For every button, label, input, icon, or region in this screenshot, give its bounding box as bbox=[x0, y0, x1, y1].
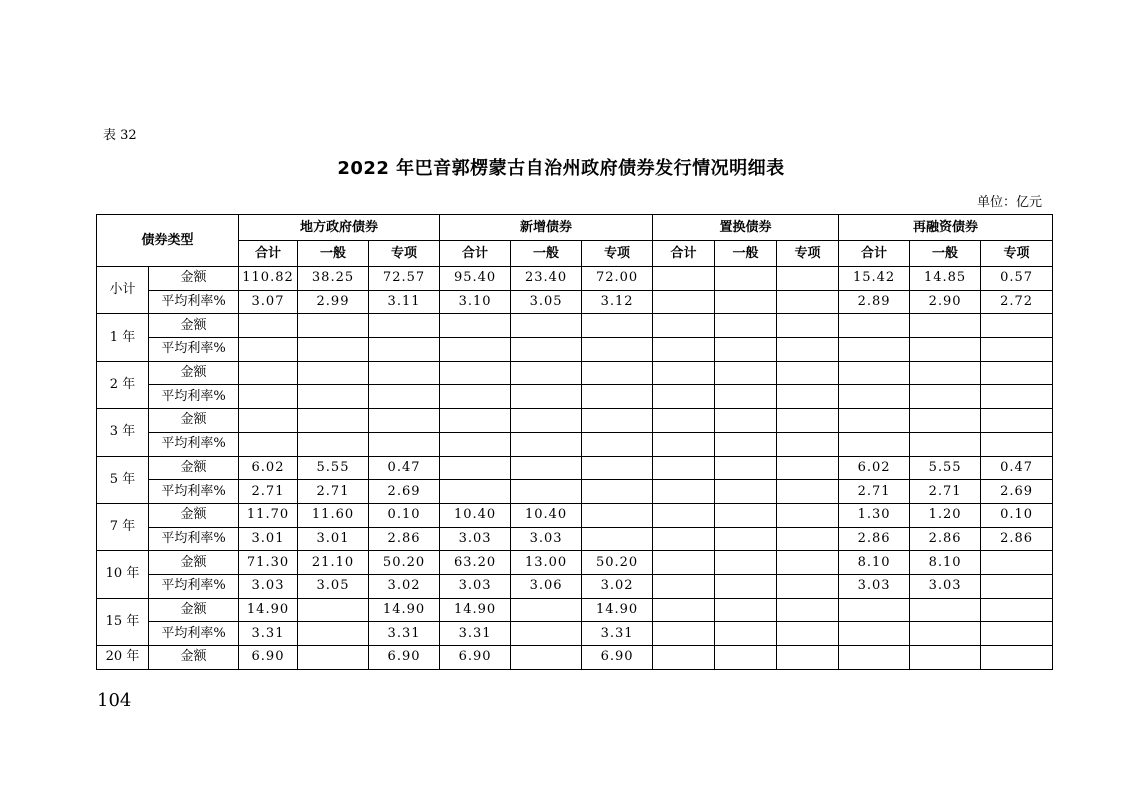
value-cell bbox=[981, 646, 1053, 670]
value-cell bbox=[910, 622, 981, 646]
value-cell: 15.42 bbox=[839, 267, 910, 291]
value-cell bbox=[839, 432, 910, 456]
value-cell bbox=[839, 361, 910, 385]
value-cell bbox=[298, 646, 369, 670]
value-cell bbox=[981, 338, 1053, 362]
value-cell: 3.02 bbox=[369, 574, 440, 598]
period-cell: 5 年 bbox=[97, 456, 149, 503]
value-cell bbox=[981, 598, 1053, 622]
value-cell: 3.11 bbox=[369, 290, 440, 314]
table-row bbox=[97, 574, 1053, 598]
group-header-new: 新增债券 bbox=[440, 215, 653, 241]
value-cell: 72.00 bbox=[582, 267, 653, 291]
value-cell bbox=[715, 527, 777, 551]
value-cell bbox=[239, 338, 298, 362]
value-cell bbox=[981, 622, 1053, 646]
value-cell bbox=[910, 338, 981, 362]
value-cell bbox=[777, 574, 839, 598]
table-row bbox=[97, 551, 1053, 575]
value-cell bbox=[910, 409, 981, 433]
value-cell: 38.25 bbox=[298, 267, 369, 291]
value-cell: 3.03 bbox=[910, 574, 981, 598]
value-cell bbox=[839, 646, 910, 670]
value-cell bbox=[298, 314, 369, 338]
subheader-special: 专项 bbox=[777, 241, 839, 267]
value-cell bbox=[511, 338, 582, 362]
metric-label: 金额 bbox=[149, 598, 239, 622]
value-cell bbox=[440, 361, 511, 385]
period-cell: 7 年 bbox=[97, 503, 149, 550]
subheader-total: 合计 bbox=[653, 241, 715, 267]
value-cell bbox=[653, 361, 715, 385]
table-row bbox=[97, 503, 1053, 527]
metric-label: 金额 bbox=[149, 409, 239, 433]
value-cell: 3.03 bbox=[440, 527, 511, 551]
value-cell: 110.82 bbox=[239, 267, 298, 291]
metric-label: 金额 bbox=[149, 267, 239, 291]
value-cell bbox=[981, 361, 1053, 385]
bond-issuance-table bbox=[96, 214, 1053, 670]
value-cell bbox=[981, 574, 1053, 598]
value-cell bbox=[653, 409, 715, 433]
value-cell bbox=[511, 432, 582, 456]
value-cell bbox=[582, 503, 653, 527]
unit-label: 单位：亿元 bbox=[976, 195, 1042, 210]
value-cell: 14.85 bbox=[910, 267, 981, 291]
value-cell: 6.90 bbox=[239, 646, 298, 670]
value-cell bbox=[511, 646, 582, 670]
value-cell bbox=[839, 385, 910, 409]
period-cell: 3 年 bbox=[97, 409, 149, 456]
value-cell: 6.90 bbox=[582, 646, 653, 670]
value-cell bbox=[777, 527, 839, 551]
value-cell: 63.20 bbox=[440, 551, 511, 575]
value-cell: 71.30 bbox=[239, 551, 298, 575]
value-cell bbox=[298, 622, 369, 646]
value-cell bbox=[511, 361, 582, 385]
value-cell bbox=[239, 314, 298, 338]
value-cell bbox=[582, 480, 653, 504]
value-cell bbox=[440, 480, 511, 504]
value-cell bbox=[582, 527, 653, 551]
value-cell bbox=[777, 314, 839, 338]
value-cell bbox=[239, 385, 298, 409]
value-cell: 2.90 bbox=[910, 290, 981, 314]
value-cell bbox=[440, 409, 511, 433]
value-cell bbox=[839, 338, 910, 362]
value-cell bbox=[653, 267, 715, 291]
value-cell bbox=[981, 314, 1053, 338]
value-cell: 0.10 bbox=[369, 503, 440, 527]
value-cell bbox=[440, 314, 511, 338]
value-cell: 8.10 bbox=[910, 551, 981, 575]
value-cell bbox=[298, 432, 369, 456]
value-cell bbox=[715, 646, 777, 670]
table-row bbox=[97, 361, 1053, 385]
value-cell bbox=[653, 598, 715, 622]
value-cell bbox=[715, 622, 777, 646]
value-cell bbox=[582, 314, 653, 338]
metric-label: 金额 bbox=[149, 551, 239, 575]
value-cell bbox=[777, 480, 839, 504]
value-cell bbox=[582, 338, 653, 362]
value-cell bbox=[511, 314, 582, 338]
value-cell bbox=[777, 338, 839, 362]
value-cell bbox=[653, 456, 715, 480]
value-cell: 3.03 bbox=[440, 574, 511, 598]
page-number: 104 bbox=[97, 690, 132, 711]
value-cell bbox=[839, 314, 910, 338]
value-cell bbox=[298, 409, 369, 433]
header-row-groups bbox=[97, 215, 1053, 241]
value-cell: 2.89 bbox=[839, 290, 910, 314]
value-cell: 1.20 bbox=[910, 503, 981, 527]
metric-label: 平均利率% bbox=[149, 622, 239, 646]
value-cell bbox=[910, 646, 981, 670]
value-cell bbox=[511, 480, 582, 504]
value-cell bbox=[715, 480, 777, 504]
metric-label: 平均利率% bbox=[149, 574, 239, 598]
value-cell bbox=[511, 409, 582, 433]
value-cell: 3.01 bbox=[239, 527, 298, 551]
table-row bbox=[97, 314, 1053, 338]
value-cell bbox=[239, 432, 298, 456]
subheader-special: 专项 bbox=[981, 241, 1053, 267]
table-row bbox=[97, 385, 1053, 409]
value-cell: 11.70 bbox=[239, 503, 298, 527]
value-cell bbox=[777, 622, 839, 646]
value-cell: 50.20 bbox=[369, 551, 440, 575]
value-cell: 6.02 bbox=[839, 456, 910, 480]
value-cell bbox=[369, 409, 440, 433]
value-cell: 95.40 bbox=[440, 267, 511, 291]
metric-label: 平均利率% bbox=[149, 527, 239, 551]
bond-type-header: 债券类型 bbox=[97, 215, 239, 267]
value-cell: 3.31 bbox=[239, 622, 298, 646]
value-cell: 21.10 bbox=[298, 551, 369, 575]
subheader-total: 合计 bbox=[440, 241, 511, 267]
value-cell bbox=[715, 385, 777, 409]
value-cell: 2.86 bbox=[369, 527, 440, 551]
value-cell: 6.02 bbox=[239, 456, 298, 480]
value-cell: 14.90 bbox=[239, 598, 298, 622]
value-cell: 3.03 bbox=[511, 527, 582, 551]
value-cell bbox=[715, 314, 777, 338]
value-cell bbox=[981, 432, 1053, 456]
value-cell bbox=[715, 290, 777, 314]
subheader-general: 一般 bbox=[715, 241, 777, 267]
table-body bbox=[97, 267, 1053, 670]
metric-label: 平均利率% bbox=[149, 338, 239, 362]
value-cell: 11.60 bbox=[298, 503, 369, 527]
value-cell bbox=[582, 361, 653, 385]
value-cell bbox=[839, 622, 910, 646]
value-cell bbox=[582, 385, 653, 409]
subheader-total: 合计 bbox=[839, 241, 910, 267]
value-cell bbox=[653, 646, 715, 670]
table-row bbox=[97, 338, 1053, 362]
value-cell bbox=[298, 361, 369, 385]
value-cell: 2.71 bbox=[839, 480, 910, 504]
value-cell bbox=[239, 361, 298, 385]
metric-label: 金额 bbox=[149, 456, 239, 480]
value-cell: 13.00 bbox=[511, 551, 582, 575]
period-cell: 10 年 bbox=[97, 551, 149, 598]
value-cell: 3.05 bbox=[298, 574, 369, 598]
value-cell bbox=[653, 432, 715, 456]
value-cell: 6.90 bbox=[369, 646, 440, 670]
value-cell bbox=[369, 385, 440, 409]
table-row bbox=[97, 480, 1053, 504]
table-row bbox=[97, 622, 1053, 646]
value-cell: 1.30 bbox=[839, 503, 910, 527]
metric-label: 金额 bbox=[149, 503, 239, 527]
value-cell: 2.71 bbox=[910, 480, 981, 504]
value-cell bbox=[369, 432, 440, 456]
value-cell bbox=[369, 338, 440, 362]
value-cell: 5.55 bbox=[910, 456, 981, 480]
value-cell: 3.03 bbox=[239, 574, 298, 598]
value-cell bbox=[981, 385, 1053, 409]
value-cell bbox=[511, 598, 582, 622]
value-cell bbox=[298, 338, 369, 362]
value-cell: 0.47 bbox=[369, 456, 440, 480]
value-cell bbox=[715, 409, 777, 433]
value-cell bbox=[839, 409, 910, 433]
value-cell: 3.02 bbox=[582, 574, 653, 598]
value-cell bbox=[910, 361, 981, 385]
metric-label: 金额 bbox=[149, 646, 239, 670]
value-cell bbox=[511, 385, 582, 409]
value-cell bbox=[981, 551, 1053, 575]
value-cell bbox=[511, 456, 582, 480]
subheader-special: 专项 bbox=[582, 241, 653, 267]
value-cell bbox=[777, 646, 839, 670]
value-cell: 3.10 bbox=[440, 290, 511, 314]
subheader-general: 一般 bbox=[298, 241, 369, 267]
value-cell: 6.90 bbox=[440, 646, 511, 670]
value-cell: 2.69 bbox=[981, 480, 1053, 504]
value-cell bbox=[653, 574, 715, 598]
value-cell bbox=[715, 456, 777, 480]
value-cell: 23.40 bbox=[511, 267, 582, 291]
value-cell bbox=[440, 456, 511, 480]
value-cell bbox=[239, 409, 298, 433]
value-cell bbox=[777, 385, 839, 409]
value-cell: 3.12 bbox=[582, 290, 653, 314]
value-cell bbox=[777, 361, 839, 385]
table-row bbox=[97, 598, 1053, 622]
value-cell bbox=[582, 409, 653, 433]
metric-label: 平均利率% bbox=[149, 432, 239, 456]
group-header-replacement: 置换债券 bbox=[653, 215, 839, 241]
value-cell bbox=[715, 361, 777, 385]
value-cell bbox=[715, 574, 777, 598]
period-cell: 1 年 bbox=[97, 314, 149, 361]
value-cell bbox=[839, 598, 910, 622]
period-cell: 15 年 bbox=[97, 598, 149, 645]
value-cell: 72.57 bbox=[369, 267, 440, 291]
value-cell: 0.57 bbox=[981, 267, 1053, 291]
table-row bbox=[97, 290, 1053, 314]
value-cell: 14.90 bbox=[582, 598, 653, 622]
table-row bbox=[97, 456, 1053, 480]
value-cell bbox=[910, 385, 981, 409]
value-cell: 14.90 bbox=[440, 598, 511, 622]
value-cell bbox=[715, 338, 777, 362]
subheader-general: 一般 bbox=[910, 241, 981, 267]
value-cell: 2.86 bbox=[910, 527, 981, 551]
value-cell bbox=[777, 551, 839, 575]
value-cell bbox=[715, 598, 777, 622]
value-cell: 8.10 bbox=[839, 551, 910, 575]
table-row bbox=[97, 527, 1053, 551]
value-cell bbox=[582, 432, 653, 456]
period-cell: 20 年 bbox=[97, 646, 149, 670]
metric-label: 金额 bbox=[149, 314, 239, 338]
value-cell bbox=[369, 361, 440, 385]
header-row-subcolumns bbox=[97, 241, 1053, 267]
value-cell bbox=[777, 409, 839, 433]
value-cell bbox=[777, 267, 839, 291]
value-cell bbox=[981, 409, 1053, 433]
value-cell bbox=[715, 503, 777, 527]
document-title: 2022 年巴音郭楞蒙古自治州政府债券发行情况明细表 bbox=[337, 158, 785, 179]
value-cell: 2.71 bbox=[239, 480, 298, 504]
value-cell: 2.86 bbox=[981, 527, 1053, 551]
value-cell bbox=[653, 503, 715, 527]
value-cell bbox=[369, 314, 440, 338]
value-cell bbox=[910, 314, 981, 338]
value-cell: 3.06 bbox=[511, 574, 582, 598]
value-cell: 10.40 bbox=[440, 503, 511, 527]
value-cell bbox=[715, 267, 777, 291]
value-cell bbox=[910, 432, 981, 456]
value-cell bbox=[777, 598, 839, 622]
value-cell: 0.47 bbox=[981, 456, 1053, 480]
value-cell: 0.10 bbox=[981, 503, 1053, 527]
value-cell: 3.31 bbox=[582, 622, 653, 646]
period-cell: 2 年 bbox=[97, 361, 149, 408]
metric-label: 平均利率% bbox=[149, 290, 239, 314]
table-row bbox=[97, 409, 1053, 433]
metric-label: 金额 bbox=[149, 361, 239, 385]
subheader-general: 一般 bbox=[511, 241, 582, 267]
value-cell: 3.01 bbox=[298, 527, 369, 551]
value-cell: 3.05 bbox=[511, 290, 582, 314]
value-cell bbox=[777, 290, 839, 314]
table-row bbox=[97, 432, 1053, 456]
value-cell bbox=[777, 503, 839, 527]
value-cell bbox=[653, 622, 715, 646]
metric-label: 平均利率% bbox=[149, 385, 239, 409]
period-cell: 小计 bbox=[97, 267, 149, 314]
value-cell: 5.55 bbox=[298, 456, 369, 480]
value-cell bbox=[440, 385, 511, 409]
value-cell: 50.20 bbox=[582, 551, 653, 575]
value-cell: 10.40 bbox=[511, 503, 582, 527]
group-header-refinancing: 再融资债券 bbox=[839, 215, 1053, 241]
value-cell: 3.31 bbox=[440, 622, 511, 646]
value-cell bbox=[511, 622, 582, 646]
value-cell bbox=[777, 432, 839, 456]
value-cell bbox=[777, 456, 839, 480]
value-cell bbox=[440, 338, 511, 362]
value-cell bbox=[298, 385, 369, 409]
value-cell bbox=[653, 551, 715, 575]
value-cell: 2.86 bbox=[839, 527, 910, 551]
value-cell: 2.99 bbox=[298, 290, 369, 314]
value-cell bbox=[653, 480, 715, 504]
value-cell: 2.71 bbox=[298, 480, 369, 504]
value-cell bbox=[910, 598, 981, 622]
value-cell: 3.07 bbox=[239, 290, 298, 314]
subheader-special: 专项 bbox=[369, 241, 440, 267]
table-label: 表 32 bbox=[103, 128, 137, 143]
value-cell bbox=[653, 338, 715, 362]
value-cell bbox=[298, 598, 369, 622]
value-cell: 2.69 bbox=[369, 480, 440, 504]
table-row bbox=[97, 267, 1053, 291]
value-cell bbox=[653, 527, 715, 551]
table-row bbox=[97, 646, 1053, 670]
value-cell: 3.03 bbox=[839, 574, 910, 598]
value-cell: 14.90 bbox=[369, 598, 440, 622]
value-cell bbox=[715, 551, 777, 575]
value-cell bbox=[653, 290, 715, 314]
value-cell: 2.72 bbox=[981, 290, 1053, 314]
value-cell bbox=[715, 432, 777, 456]
group-header-local-gov: 地方政府债券 bbox=[239, 215, 440, 241]
value-cell bbox=[582, 456, 653, 480]
value-cell bbox=[653, 385, 715, 409]
value-cell: 3.31 bbox=[369, 622, 440, 646]
subheader-total: 合计 bbox=[239, 241, 298, 267]
value-cell bbox=[653, 314, 715, 338]
value-cell bbox=[440, 432, 511, 456]
metric-label: 平均利率% bbox=[149, 480, 239, 504]
